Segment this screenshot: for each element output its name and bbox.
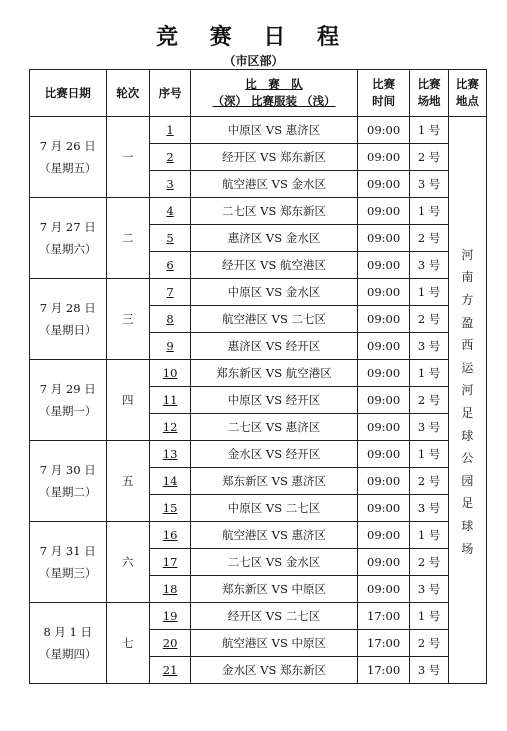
match-seq-cell [149, 117, 190, 144]
venue-char: 足 [461, 406, 474, 420]
header-venue-line1: 比赛 [455, 77, 479, 91]
page-title: 竞 赛 日 程 [156, 25, 351, 50]
match-date: 7 月 28 日 [39, 301, 96, 315]
match-seq-cell [149, 630, 190, 657]
match-date: 8 月 1 日 [43, 625, 93, 639]
match-seq: 14 [162, 474, 178, 488]
match-time: 09:00 [357, 252, 410, 279]
match-time: 09:00 [357, 468, 410, 495]
match-seq-cell [149, 225, 190, 252]
match-seq-cell [149, 549, 190, 576]
match-field: 1 号 [410, 279, 448, 306]
match-seq: 10 [162, 366, 178, 380]
match-weekday: （星期一） [39, 404, 97, 418]
match-time: 09:00 [357, 576, 410, 603]
match-date-cell [30, 198, 107, 279]
venue-char: 足 [461, 496, 474, 511]
match-teams: 郑东新区 VS 航空港区 [191, 360, 357, 387]
match-seq-cell [149, 279, 190, 306]
match-field: 2 号 [410, 549, 448, 576]
match-date: 7 月 26 日 [39, 139, 96, 153]
header-teams [191, 70, 357, 117]
match-teams: 二七区 VS 惠济区 [191, 414, 357, 441]
match-teams: 郑东新区 VS 惠济区 [191, 468, 357, 495]
match-teams: 金水区 VS 郑东新区 [191, 657, 357, 684]
match-teams: 中原区 VS 二七区 [191, 495, 357, 522]
venue-char: 园 [461, 473, 474, 488]
match-seq: 16 [162, 528, 178, 542]
header-time [357, 70, 410, 117]
match-seq: 13 [162, 447, 178, 461]
header-date: 比赛日期 [30, 70, 107, 117]
match-teams: 航空港区 VS 金水区 [191, 171, 357, 198]
match-seq: 2 [166, 150, 174, 164]
header-row [30, 70, 487, 117]
header-time-line1: 比赛 [372, 77, 396, 91]
match-field: 3 号 [410, 657, 448, 684]
match-weekday: （星期五） [39, 161, 97, 175]
match-time: 09:00 [357, 279, 410, 306]
match-seq-cell [149, 603, 190, 630]
match-round: 四 [106, 360, 149, 441]
match-time: 17:00 [357, 657, 410, 684]
venue-char: 河 [461, 247, 474, 262]
header-venue [448, 70, 486, 117]
match-date: 7 月 31 日 [39, 544, 96, 558]
venue-char: 球 [461, 518, 474, 533]
match-weekday: （星期二） [39, 485, 97, 499]
match-seq-cell [149, 576, 190, 603]
match-weekday: （星期六） [39, 242, 97, 256]
header-teams-line1: 比 赛 队 [245, 77, 303, 91]
match-seq-cell [149, 144, 190, 171]
match-seq: 19 [162, 609, 178, 623]
match-time: 09:00 [357, 225, 410, 252]
match-seq-cell [149, 441, 190, 468]
match-teams: 惠济区 VS 经开区 [191, 333, 357, 360]
match-time: 09:00 [357, 144, 410, 171]
match-time: 09:00 [357, 387, 410, 414]
match-teams: 二七区 VS 郑东新区 [191, 198, 357, 225]
match-field: 2 号 [410, 225, 448, 252]
match-time: 09:00 [357, 549, 410, 576]
match-seq: 20 [162, 636, 178, 650]
match-seq: 11 [162, 393, 178, 407]
venue-char: 球 [461, 428, 474, 443]
match-teams: 中原区 VS 经开区 [191, 387, 357, 414]
match-field: 1 号 [410, 198, 448, 225]
match-teams: 经开区 VS 航空港区 [191, 252, 357, 279]
page-subtitle: （市区部） [223, 54, 284, 68]
match-field: 2 号 [410, 387, 448, 414]
match-date-cell [30, 360, 107, 441]
match-seq: 17 [162, 555, 178, 569]
match-weekday: （星期三） [39, 566, 97, 580]
match-teams: 中原区 VS 金水区 [191, 279, 357, 306]
match-seq: 7 [166, 285, 174, 299]
match-field: 3 号 [410, 495, 448, 522]
match-field: 2 号 [410, 144, 448, 171]
venue-cell [448, 117, 486, 684]
match-seq: 9 [166, 339, 174, 353]
match-field: 2 号 [410, 630, 448, 657]
match-time: 17:00 [357, 603, 410, 630]
table-row [30, 522, 487, 549]
match-field: 3 号 [410, 252, 448, 279]
match-teams: 航空港区 VS 惠济区 [191, 522, 357, 549]
header-round: 轮次 [106, 70, 149, 117]
match-seq: 21 [162, 663, 178, 677]
match-date-cell [30, 522, 107, 603]
match-seq-cell [149, 171, 190, 198]
match-seq-cell [149, 387, 190, 414]
match-date-cell [30, 441, 107, 522]
match-time: 09:00 [357, 306, 410, 333]
header-time-line2: 时间 [372, 94, 396, 108]
match-round: 三 [106, 279, 149, 360]
match-teams: 金水区 VS 经开区 [191, 441, 357, 468]
header-field [410, 70, 448, 117]
venue-char: 公 [461, 451, 474, 466]
venue-char: 盈 [461, 315, 474, 330]
table-row [30, 198, 487, 225]
match-time: 09:00 [357, 117, 410, 144]
venue-char: 西 [461, 338, 474, 353]
match-field: 1 号 [410, 603, 448, 630]
match-field: 1 号 [410, 522, 448, 549]
match-time: 09:00 [357, 441, 410, 468]
match-teams: 航空港区 VS 中原区 [191, 630, 357, 657]
match-field: 3 号 [410, 333, 448, 360]
table-row [30, 441, 487, 468]
match-seq-cell [149, 306, 190, 333]
match-seq-cell [149, 657, 190, 684]
match-teams: 二七区 VS 金水区 [191, 549, 357, 576]
match-round: 六 [106, 522, 149, 603]
header-field-line2: 场地 [417, 94, 441, 108]
match-seq-cell [149, 333, 190, 360]
match-seq: 4 [166, 204, 174, 218]
match-teams: 郑东新区 VS 中原区 [191, 576, 357, 603]
table-row [30, 603, 487, 630]
venue-char: 方 [461, 293, 474, 308]
match-field: 1 号 [410, 441, 448, 468]
match-field: 1 号 [410, 117, 448, 144]
header-teams-line2: （深） 比赛服装 （浅） [212, 94, 336, 108]
match-date-cell [30, 603, 107, 684]
match-time: 09:00 [357, 522, 410, 549]
match-date: 7 月 29 日 [39, 382, 96, 396]
match-teams: 经开区 VS 二七区 [191, 603, 357, 630]
match-field: 2 号 [410, 468, 448, 495]
match-seq: 12 [162, 420, 178, 434]
match-round: 七 [106, 603, 149, 684]
match-date: 7 月 30 日 [39, 463, 96, 477]
match-teams: 惠济区 VS 金水区 [191, 225, 357, 252]
match-date: 7 月 27 日 [39, 220, 96, 234]
match-seq: 15 [162, 501, 178, 515]
table-row [30, 117, 487, 144]
match-seq: 5 [166, 231, 174, 245]
match-date-cell [30, 117, 107, 198]
header-seq: 序号 [149, 70, 190, 117]
match-teams: 经开区 VS 郑东新区 [191, 144, 357, 171]
match-teams: 航空港区 VS 二七区 [191, 306, 357, 333]
match-round: 一 [106, 117, 149, 198]
match-seq: 3 [166, 177, 174, 191]
match-field: 3 号 [410, 171, 448, 198]
table-row [30, 360, 487, 387]
match-field: 3 号 [410, 414, 448, 441]
match-teams: 中原区 VS 惠济区 [191, 117, 357, 144]
venue-char: 运 [461, 360, 474, 375]
table-row [30, 279, 487, 306]
venue-char: 场 [461, 541, 474, 556]
venue-char: 南 [461, 270, 474, 285]
match-round: 二 [106, 198, 149, 279]
match-field: 2 号 [410, 306, 448, 333]
match-seq-cell [149, 252, 190, 279]
schedule-body [30, 117, 487, 684]
match-seq: 1 [166, 123, 174, 137]
match-seq-cell [149, 360, 190, 387]
match-weekday: （星期四） [39, 647, 97, 661]
match-seq-cell [149, 198, 190, 225]
match-time: 17:00 [357, 630, 410, 657]
header-field-line1: 比赛 [417, 77, 441, 91]
match-seq: 8 [166, 312, 174, 326]
match-field: 1 号 [410, 360, 448, 387]
match-seq-cell [149, 414, 190, 441]
match-time: 09:00 [357, 171, 410, 198]
match-weekday: （星期日） [39, 323, 97, 337]
match-date-cell [30, 279, 107, 360]
match-seq: 6 [166, 258, 174, 272]
match-field: 3 号 [410, 576, 448, 603]
match-time: 09:00 [357, 495, 410, 522]
match-seq: 18 [162, 582, 178, 596]
match-time: 09:00 [357, 360, 410, 387]
match-seq-cell [149, 468, 190, 495]
header-venue-line2: 地点 [455, 94, 479, 108]
match-time: 09:00 [357, 333, 410, 360]
match-seq-cell [149, 495, 190, 522]
match-time: 09:00 [357, 414, 410, 441]
venue-char: 河 [461, 383, 474, 398]
match-round: 五 [106, 441, 149, 522]
match-time: 09:00 [357, 198, 410, 225]
match-seq-cell [149, 522, 190, 549]
schedule-table [29, 69, 487, 684]
